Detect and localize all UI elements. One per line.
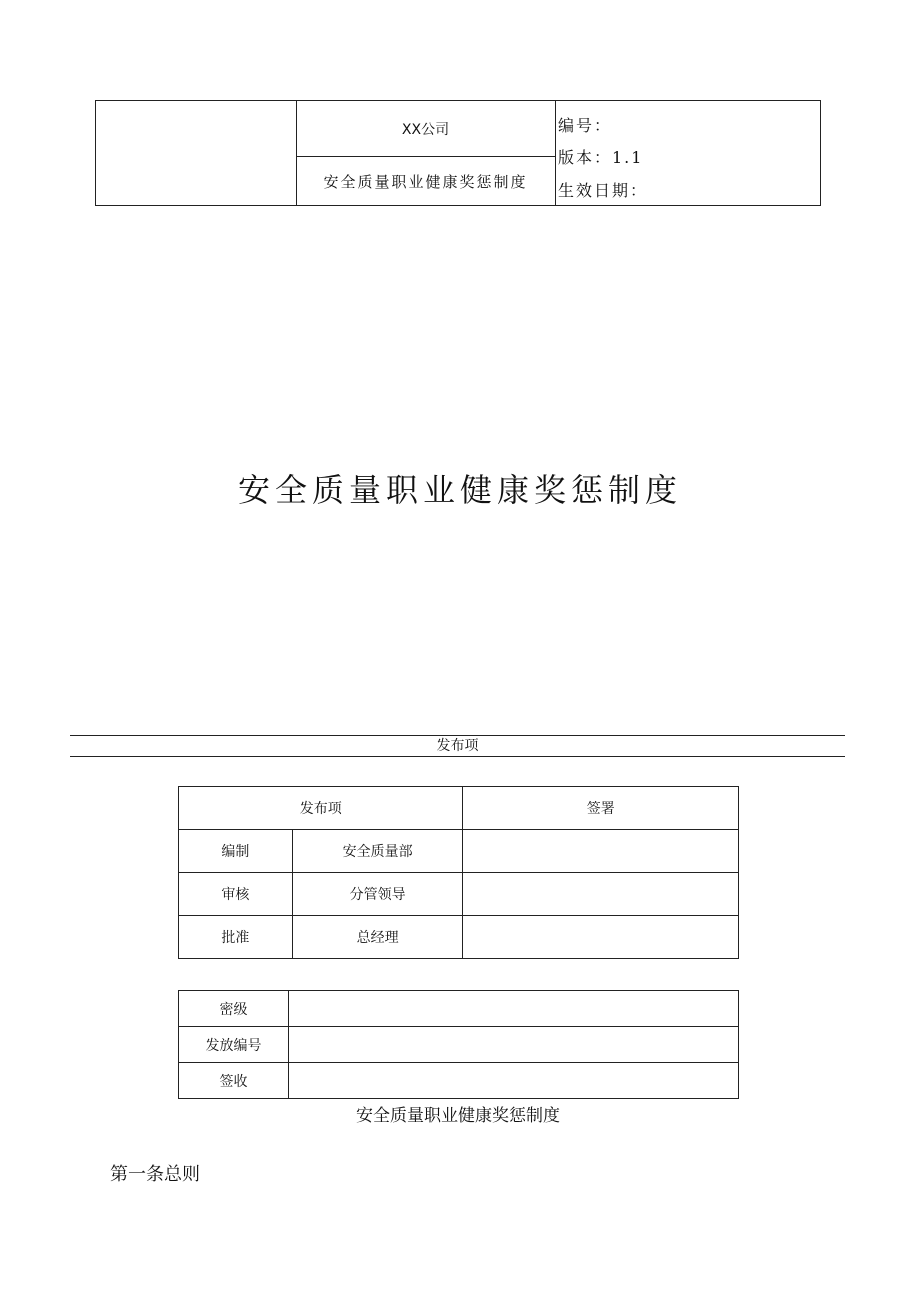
table-row (179, 916, 739, 959)
table-row (179, 830, 739, 873)
release-role: 审核 (179, 873, 293, 916)
release-table (178, 786, 739, 959)
header-middle (296, 101, 556, 205)
release-sign-cell[interactable] (463, 916, 739, 959)
security-label: 签收 (179, 1063, 289, 1099)
main-title: 安全质量职业健康奖惩制度 (237, 471, 682, 509)
security-value-cell[interactable] (289, 1027, 739, 1063)
table-row (179, 991, 739, 1027)
release-header-sign: 签署 (463, 787, 739, 830)
security-label: 发放编号 (179, 1027, 289, 1063)
release-sign-cell[interactable] (463, 830, 739, 873)
body-title: 安全质量职业健康奖惩制度 (356, 1106, 560, 1126)
table-row (179, 787, 739, 830)
doc-number-label: 编号： (558, 116, 613, 135)
article-heading: 第一条总则 (110, 1164, 200, 1185)
table-row (179, 1063, 739, 1099)
version-label: 版本：1.1 (558, 148, 644, 167)
company-name: XX公司 (296, 101, 555, 157)
security-label: 密级 (179, 991, 289, 1027)
release-header-item: 发布项 (179, 787, 463, 830)
logo-cell (96, 101, 297, 205)
security-value-cell[interactable] (289, 1063, 739, 1099)
release-sign-cell[interactable] (463, 873, 739, 916)
release-dept: 总经理 (292, 916, 463, 959)
security-value-cell[interactable] (289, 991, 739, 1027)
release-dept: 分管领导 (292, 873, 463, 916)
table-row (179, 1027, 739, 1063)
header-doc-title: 安全质量职业健康奖惩制度 (323, 172, 528, 191)
release-dept: 安全质量部 (292, 830, 463, 873)
effective-date-label: 生效日期： (558, 181, 649, 200)
security-table (178, 990, 739, 1099)
header-meta (556, 101, 820, 205)
table-row (179, 873, 739, 916)
header-table (95, 100, 821, 206)
release-role: 编制 (179, 830, 293, 873)
release-role: 批准 (179, 916, 293, 959)
section-bar-release: 发布项 (70, 735, 845, 757)
